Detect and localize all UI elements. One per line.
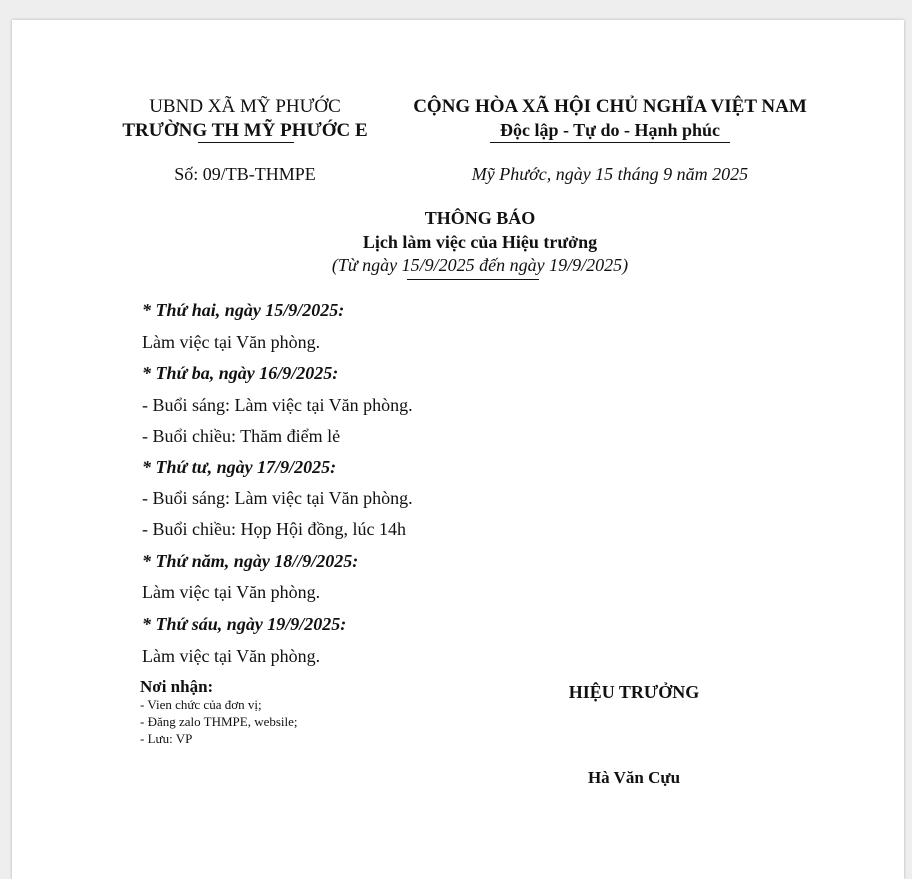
- recipient-item: - Đăng zalo THMPE, websile;: [140, 714, 298, 729]
- day-friday-line: Làm việc tại Văn phòng.: [142, 646, 321, 666]
- day-wednesday-heading: * Thứ tư, ngày 17/9/2025:: [142, 457, 337, 477]
- recipient-item: - Lưu: VP: [140, 731, 193, 746]
- school-name: TRƯỜNG TH MỸ PHƯỚC E: [122, 120, 368, 141]
- nation-name: CỘNG HÒA XÃ HỘI CHỦ NGHĨA VIỆT NAM: [413, 96, 807, 117]
- day-monday-heading: * Thứ hai, ngày 15/9/2025:: [142, 300, 345, 320]
- national-motto: Độc lập - Tự do - Hạnh phúc: [499, 120, 721, 140]
- day-wednesday-afternoon: - Buổi chiều: Họp Hội đồng, lúc 14h: [142, 519, 406, 539]
- document-number: Số: 09/TB-THMPE: [174, 164, 316, 184]
- day-tuesday-heading: * Thứ ba, ngày 16/9/2025:: [142, 363, 339, 383]
- document-page: [12, 20, 904, 879]
- day-thursday-line: Làm việc tại Văn phòng.: [142, 582, 321, 602]
- recipient-item: - Vien chức của đơn vị;: [140, 697, 262, 712]
- day-tuesday-morning: - Buổi sáng: Làm việc tại Văn phòng.: [142, 395, 413, 415]
- motto-underline: [490, 142, 730, 143]
- title-underline: [407, 279, 539, 280]
- recipients-label: Nơi nhận:: [140, 677, 214, 696]
- notice-date-range: (Từ ngày 15/9/2025 đến ngày 19/9/2025): [331, 255, 629, 275]
- day-monday-line: Làm việc tại Văn phòng.: [142, 332, 321, 352]
- place-date: Mỹ Phước, ngày 15 tháng 9 năm 2025: [471, 164, 749, 184]
- signer-name: Hà Văn Cựu: [587, 768, 681, 787]
- school-name-underline: [198, 142, 294, 143]
- day-friday-heading: * Thứ sáu, ngày 19/9/2025:: [142, 614, 347, 634]
- day-wednesday-morning: - Buổi sáng: Làm việc tại Văn phòng.: [142, 488, 413, 508]
- notice-title: THÔNG BÁO: [424, 208, 536, 228]
- authority-name: UBND XÃ MỸ PHƯỚC: [149, 96, 341, 117]
- signer-role: HIỆU TRƯỞNG: [568, 682, 700, 702]
- notice-subtitle: Lịch làm việc của Hiệu trưởng: [362, 232, 598, 252]
- day-tuesday-afternoon: - Buổi chiều: Thăm điểm lẻ: [142, 426, 341, 446]
- day-thursday-heading: * Thứ năm, ngày 18//9/2025:: [142, 551, 359, 571]
